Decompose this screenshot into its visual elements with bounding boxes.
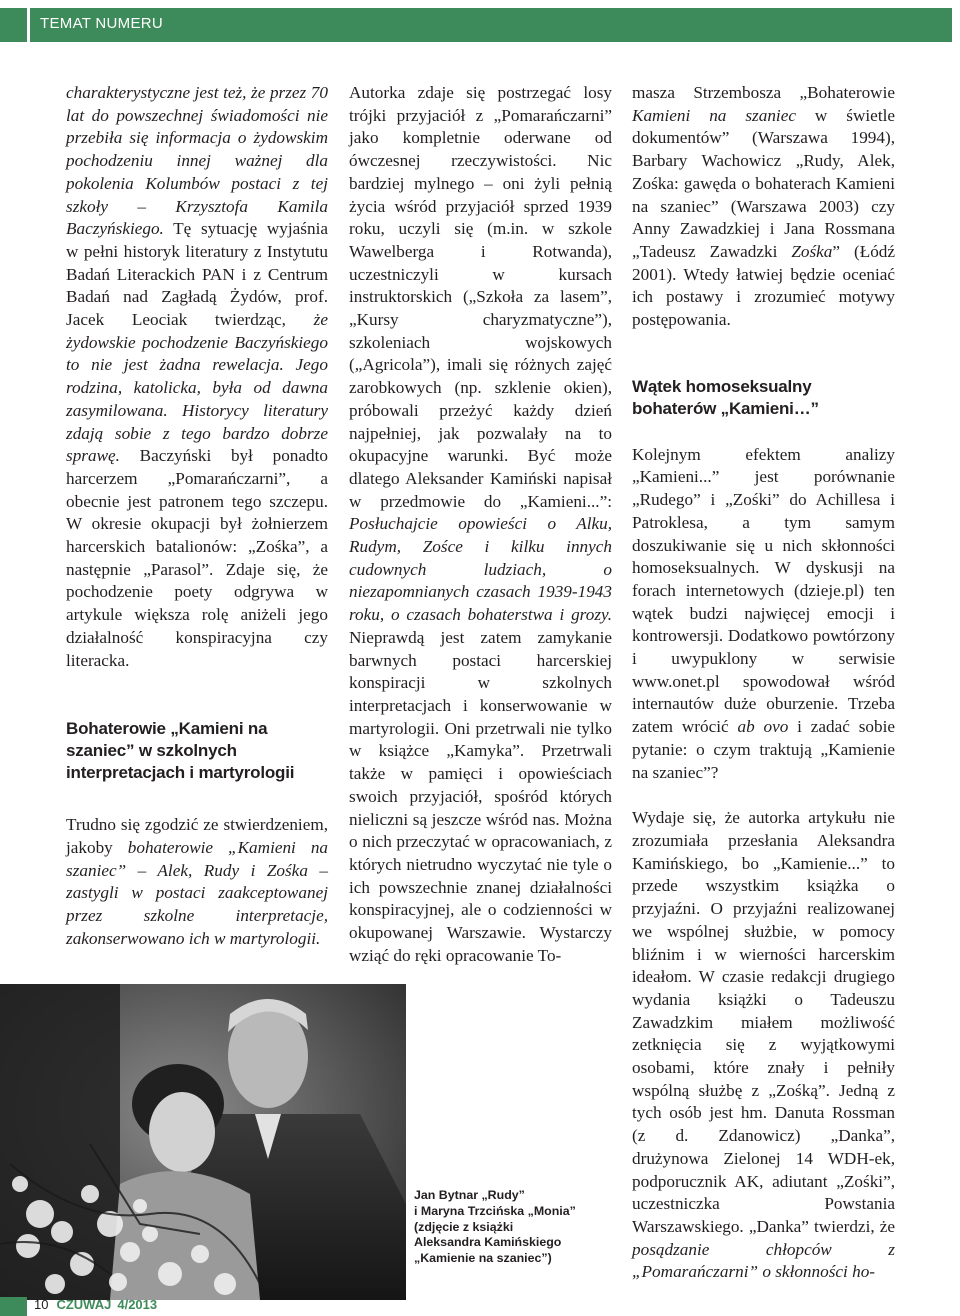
body-text: Autorka zdaje się postrzegać losy trójki przyjaciół z „Pomarańczarni” jako kompletnie oderwane od ówczesnej rzeczywistości. Nic bardziej mylnego – oni żyli pełnią życia wśród przyjaciół sprzed 1939 roku, uczyli się (m.in. w szkole Wawelberga i Rotwanda), uczestniczyli w kursach instruktorskich („Szkoła za lasem”, „Kursy charyzmatyczne”), szkoleniach wojskowych („Agricola”), imali się różnych zajęć zarobkowych (np. szklenie okien), próbowali przeżyć każdy dzień najpełniej, jak pozwalały na to okupacyjne warunki. Być może dlatego Aleksander Kamiński napisał w przedmowie do „Kamieni...”: xyxy=(349,83,612,511)
paragraph xyxy=(632,444,895,785)
article-column-2 xyxy=(349,82,612,967)
magazine-name: CZUWAJ xyxy=(56,1297,112,1312)
quote-text: że żydowskie pochodzenie Baczyńskiego to nie jest żadna rewelacja. Jego rodzina, katolicka, była od dawna zasymilowana. Historycy literatury zdają sobie z tego bardzo dobrze sprawę. xyxy=(66,310,328,466)
article-column-3 xyxy=(632,82,895,1284)
caption-line: Aleksandra Kamińskiego xyxy=(414,1235,562,1250)
body-text: Nieprawdą jest zatem zamykanie barwnych postaci harcerskiej konspiracji w szkolnych interpretacjach i konserwowanie w martyrologii. Oni przetrwali nie tylko w książce „Kamyka”. Przetrwali także w pamięci i opowieściach swoich przyjaciół, spośród których nieliczni są jeszcze wśród nas. Można o nich przeczytać w opracowaniach, z których nietrudno wyczytać nie tyle o ich powszechnie znanej działalności konspiracyjnej, ale o codzienności w okupowanej Warszawie. Wystarczy wziąć do ręki opracowanie To- xyxy=(349,627,612,965)
body-text: i zadać sobie pytanie: o czym traktują „Kamienie na szaniec”? xyxy=(632,717,895,782)
photo-illustration xyxy=(0,984,406,1300)
book-title: Zośka xyxy=(791,241,833,261)
section-heading: Bohaterowie „Kamieni na szaniec” w szkolnych interpretacjach i martyrologii xyxy=(66,719,295,783)
body-text: w świetle dokumentów” (Warszawa 1994), Barbary Wachowicz „Rudy, Alek, Zośka: gawęda o bohaterach Kamieni na szaniec” (Warszawa 2003) czy Anny Zawadzkiej i Jana Rossmana „Tadeusz Zawadzki xyxy=(632,105,895,261)
body-text: Kolejnym efektem analizy „Kamieni...” jest porównanie „Rudego” i „Zośki” do Achillesa i Patroklesa, a tym samym doszukiwanie się u nich skłonności homoseksualnych. W dyskusji na forach internetowych (dzieje.pl) ten wątek budzi najwięcej emocji i kontrowersji. Dodatkowo powtórzony i uwypuklony w serwisie www.onet.pl spowodował wśród internautów duże oburzenie. Trzeba zatem wrócić xyxy=(632,444,895,737)
body-text: ” (Łódź 2001). Wtedy łatwiej będzie oceniać ich postawy i zrozumieć motywy postępowania. xyxy=(632,241,896,330)
footer-folio xyxy=(34,1297,157,1312)
footer-accent-bar xyxy=(0,1297,27,1316)
body-text: masza Strzembosza „Bohaterowie xyxy=(632,83,895,102)
article-column-1 xyxy=(66,82,328,951)
body-text: Wydaje się, że autorka artykułu nie zrozumiała przesłania Aleksandra Kamińskiego, bo „Kamienie...” to przede wszystkim książka o przyjaźni. O przyjaźni realizowanej we wspólnej służbie, w pomocy bliźnim i w wierności harcerskim ideałom. W czasie redakcji drugiego wydania książki o Tadeuszu Zawadzkim miałem możliwość zetknięcia się z wyjątkowymi osobami, które znały i pełniły wspólną służbę z „Zośką”. Jedną z tych osób jest hm. Danuta Rossman (z d. Zdanowicz) „Danka”, drużynowa Zielonej 14 WDH-ek, podporucznik AK, adiutant „Zośki”, uczestniczka Powstania Warszawskiego. „Danka” twierdzi, że xyxy=(632,808,895,1236)
body-text: Trudno się zgodzić ze stwierdzeniem, jakoby xyxy=(66,815,328,857)
caption-line: Jan Bytnar „Rudy” xyxy=(414,1188,525,1202)
section-heading: Wątek homoseksualny bohaterów „Kamieni…” xyxy=(632,376,819,418)
book-title: Kamieni na szaniec xyxy=(632,105,796,125)
caption-line: „Kamienie na szaniec”) xyxy=(414,1251,552,1266)
paragraph xyxy=(66,814,328,950)
paragraph xyxy=(632,807,895,1284)
caption-line: (zdjęcie z książki xyxy=(414,1219,514,1234)
section-label: TEMAT NUMERU xyxy=(40,15,164,32)
quote-text: Posłuchajcie opowieści o Alku, Rudym, Zośce i kilku innych cudownych ludziach, o niezapomnianych czasach 1939-1943 roku, o czasach bohaterstwa i grozy. xyxy=(349,514,612,625)
latin-phrase: ab ovo xyxy=(737,717,789,737)
header-divider xyxy=(27,8,30,42)
issue-number: 4/2013 xyxy=(117,1297,158,1312)
paragraph xyxy=(66,82,328,672)
body-text: Tę sytuację wyjaśnia w pełni historyk literatury z Instytutu Badań Literackich PAN i z Centrum Badań nad Zagładą Żydów, prof. Jacek Leociak twierdząc, xyxy=(66,219,328,330)
body-text: Baczyński był ponadto harcerzem „Pomarańczarni”, a obecnie jest patronem tego szczepu. W okresie okupacji był żołnierzem harcerskich batalionów: „Zośka”, a następnie „Parasol”. Zdaje się, że pochodzenie poety odgrywa w artykule większa rolę aniżeli jego działalność konspiracyjna czy literacka. xyxy=(66,446,328,670)
quote-text: bohaterowie „Kamieni na szaniec” – Alek, Rudy i Zośka – zastygli w postaci zaakceptowanej przez szkolne interpretacje, zakonserwowano ich w martyrologii. xyxy=(66,837,329,948)
photo-caption xyxy=(414,1188,594,1267)
quote-text: charakterystyczne jest też, że przez 70 lat do powszechnej świadomości nie przebiła się informacja o żydowskim pochodzeniu innej ważnej dla pokolenia Kolumbów postaci z tej szkoły – Krzysztofa Kamila Baczyńskiego. xyxy=(66,83,328,239)
paragraph xyxy=(349,82,612,967)
paragraph xyxy=(632,82,895,332)
page-number: 10 xyxy=(34,1297,49,1312)
quote-text: posądzanie chłopców z „Pomarańczarni” o skłonności ho- xyxy=(632,1239,895,1282)
historical-photo xyxy=(0,984,406,1300)
caption-line: i Maryna Trzcińska „Monia” xyxy=(414,1203,576,1218)
